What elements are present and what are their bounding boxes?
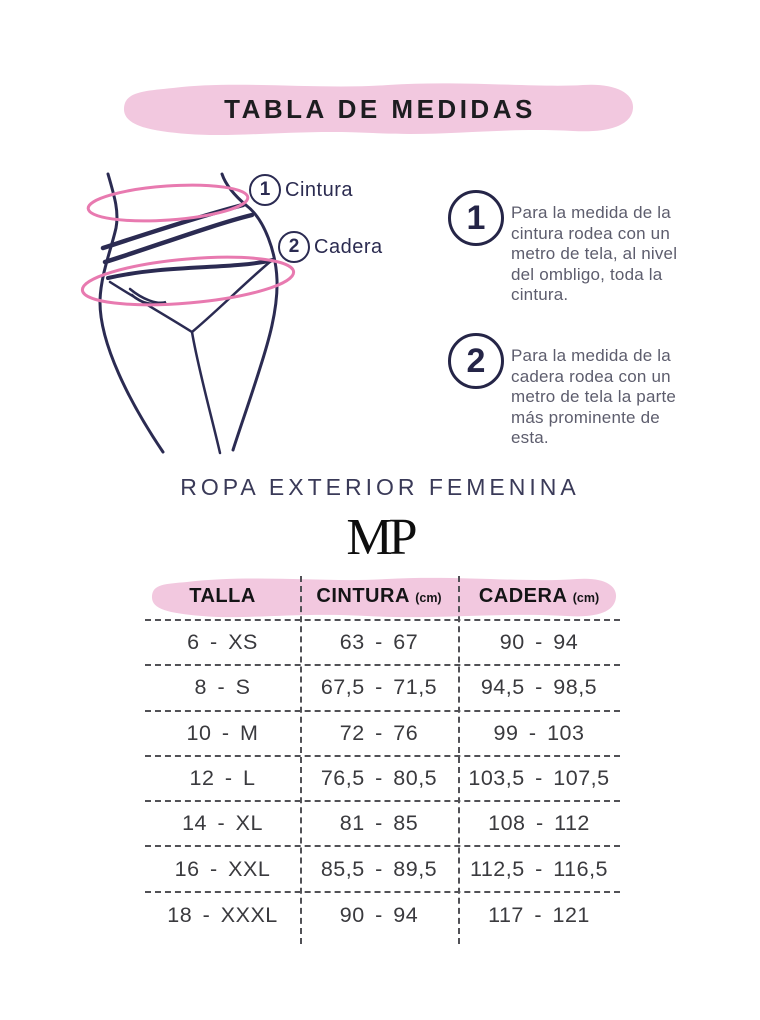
section-title: ROPA EXTERIOR FEMENINA: [180, 474, 580, 500]
step-2-text: Para la medida de la cadera rodea con un metro de tela la parte más prominente de esta.: [511, 346, 677, 447]
cadera-cell: 117 - 121: [488, 902, 590, 927]
column-divider-1: [300, 576, 302, 944]
number-1-circle-icon: 1: [249, 174, 281, 206]
cintura-cell: 76,5 - 80,5: [320, 766, 438, 791]
cintura-cell: 81 - 85: [339, 811, 419, 836]
cintura-cell: 67,5 - 71,5: [320, 675, 438, 700]
hip-callout: [278, 231, 383, 263]
table-row: [145, 757, 620, 802]
cintura-unit-label: (cm): [415, 591, 442, 605]
column-header-cintura-label: CINTURA: [316, 585, 410, 607]
talla-cell: 16 - XXL: [174, 856, 271, 881]
table-row: [145, 712, 620, 757]
table-row: [145, 802, 620, 847]
column-divider-2: [458, 576, 460, 944]
brand-logo: MP: [346, 509, 414, 566]
size-table-body: [145, 621, 620, 938]
cintura-cell: 90 - 94: [339, 902, 419, 927]
talla-cell: 18 - XXXL: [167, 902, 278, 927]
cadera-cell: 90 - 94: [499, 630, 579, 655]
cintura-cell: 63 - 67: [339, 630, 419, 655]
column-header-cadera-label: CADERA: [478, 585, 567, 607]
column-header-talla: TALLA: [189, 585, 256, 607]
size-table-header: [145, 574, 620, 621]
cadera-cell: 103,5 - 107,5: [468, 766, 610, 791]
step-2-badge-icon: 2: [448, 333, 504, 389]
title-banner: [118, 78, 642, 140]
column-header-cadera: [458, 585, 620, 608]
cadera-cell: 99 - 103: [493, 720, 585, 745]
step-1-badge-icon: 1: [448, 190, 504, 246]
table-row: [145, 893, 620, 938]
step-1-text: Para la medida de la cintura rodea con un metro de tela, al nivel del ombligo, toda la cintura.: [511, 203, 678, 304]
column-header-cintura: [300, 585, 458, 608]
talla-cell: 10 - M: [186, 720, 259, 745]
waist-label: Cintura: [285, 178, 353, 201]
page-title: TABLA DE MEDIDAS: [224, 93, 536, 124]
talla-cell: 8 - S: [194, 675, 251, 700]
hip-label: Cadera: [314, 235, 383, 258]
cadera-unit-label: (cm): [572, 591, 600, 605]
cadera-cell: 108 - 112: [488, 811, 590, 836]
cintura-cell: 72 - 76: [339, 720, 419, 745]
cadera-cell: 112,5 - 116,5: [469, 856, 609, 881]
table-row: [145, 621, 620, 666]
talla-cell: 14 - XL: [182, 811, 263, 836]
talla-cell: 12 - L: [189, 766, 256, 791]
size-table: [145, 574, 620, 938]
cintura-cell: 85,5 - 89,5: [320, 856, 438, 881]
number-2-circle-icon: 2: [278, 231, 310, 263]
cadera-cell: 94,5 - 98,5: [480, 675, 598, 700]
table-row: [145, 666, 620, 711]
talla-cell: 6 - XS: [187, 630, 258, 655]
table-row: [145, 847, 620, 892]
waist-callout: [249, 174, 353, 206]
